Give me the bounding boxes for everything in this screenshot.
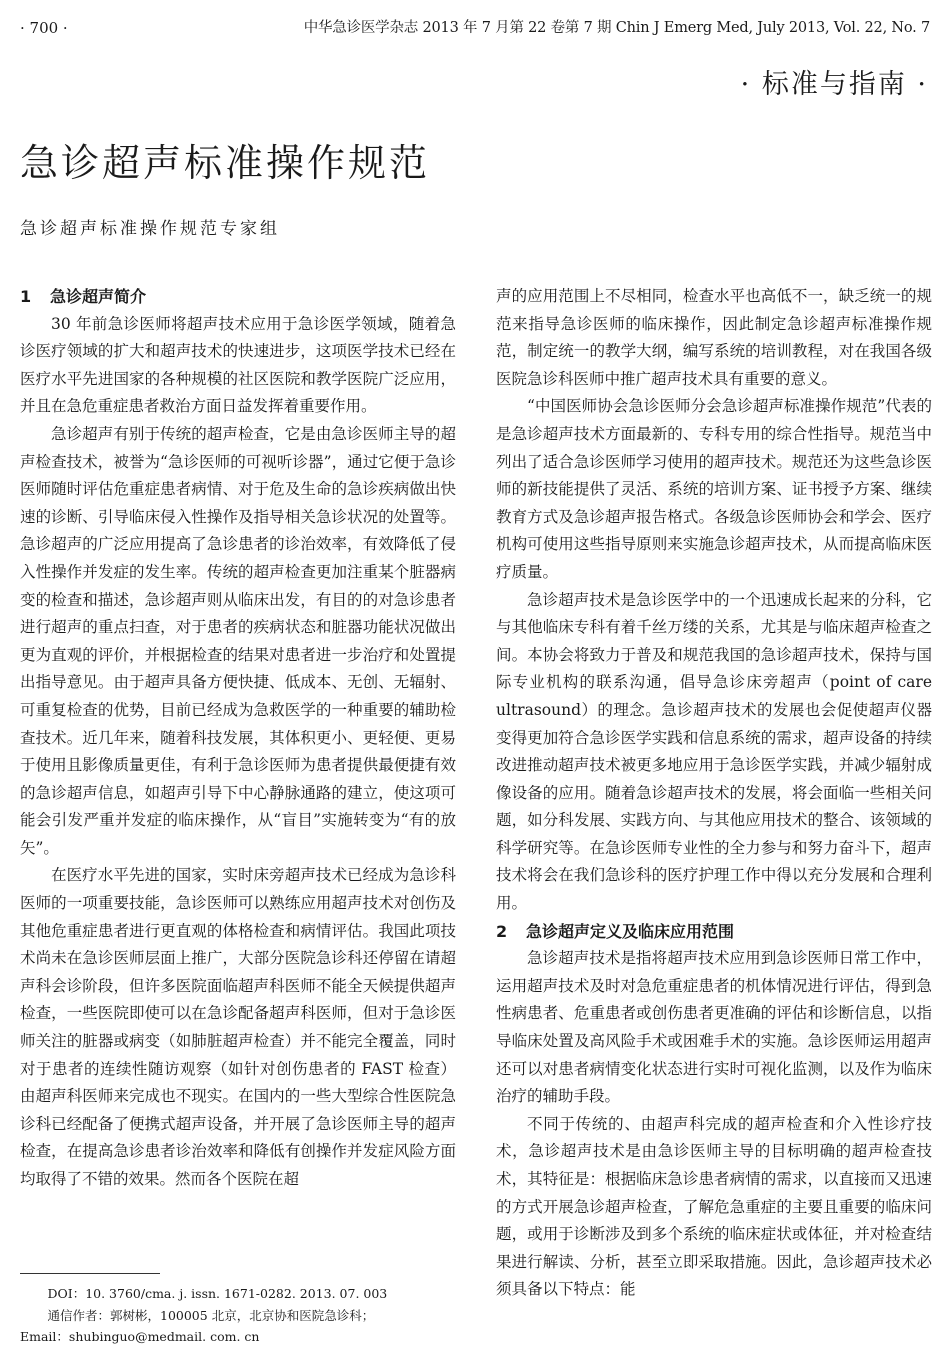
section-2-paragraph: 不同于传统的、由超声科完成的超声检查和介入性诊疗技术，急诊超声技术是由急诊医师主导的目标明确的超声检查技术，其特征是：根据临床急诊患者病情的需求，以直接而又迅速的方式开展急诊超声检查，了解危急重症的主要且重要的临床问题，或用于诊断涉及到多个系统的临床症状或体征，并对检查结果进行解读、分析，甚至立即采取措施。因此，急诊超声技术必须具备以下特点：能 [496,1114,932,1299]
section-2-number: 2 [496,921,508,941]
journal-citation: 中华急诊医学杂志 2013 年 7 月第 22 卷第 7 期 Chin J Emerg Med, July 2013, Vol. 22, No. 7 [303,20,930,36]
column-label: · 标准与指南 · [740,69,928,100]
right-column [496,283,932,1304]
article-title: 急诊超声标准操作规范 [20,141,431,185]
section-2-heading [496,918,932,946]
section-1-paragraph-continued: 声的应用范围上不尽相同，检查水平也高低不一，缺乏统一的规范来指导急诊医师的临床操作，因此制定急诊超声标准操作规范，制定统一的教学大纲，编写系统的培训教程，对在我国各级医院急诊科医师中推广超声技术具有重要的意义。 [496,287,932,388]
section-1-paragraph: 急诊超声技术是急诊医学中的一个迅速成长起来的分科，它与其他临床专科有着千丝万缕的关系，尤其是与临床超声检查之间。本协会将致力于普及和规范我国的急诊超声技术，保持与国际专业机构的联系沟通，倡导急诊床旁超声（point of care ultrasound）的理念。急诊超声技术的发展也会促使超声仪器变得更加符合急诊医学实践和信息系统的需求，超声设备的持续改进推动超声技术被更多地应用于急诊医学实践，并减少辐射成像设备的应用。随着急诊超声技术的发展，将会面临一些相关问题，如分科发展、实践方向、与其他应用技术的整合、该领域的科学研究等。在急诊医师专业性的全力参与和努力奋斗下，超声技术将会在我们急诊科的医疗护理工作中得以充分发展和合理利用。 [496,590,932,913]
section-1-title: 急诊超声简介 [50,287,147,306]
running-head [20,18,930,38]
section-2-paragraph: 急诊超声技术是指将超声技术应用到急诊医师日常工作中，运用超声技术及时对急危重症患者的机体情况进行评估，得到急性病患者、危重患者或创伤患者更准确的评估和诊断信息，以指导临床处置及高风险手术或困难手术的实施。急诊医师运用超声还可以对患者病情变化状态进行实时可视化监测，以及作为临床治疗的辅助手段。 [496,949,932,1106]
section-1-paragraph: 30 年前急诊医师将超声技术应用于急诊医学领域，随着急诊医疗领域的扩大和超声技术的快速进步，这项医学技术已经在医疗水平先进国家的各种规模的社区医院和教学医院广泛应用，并且在急危重症患者救治方面日益发挥着重要作用。 [20,314,456,416]
footnote-email: Email：shubinguo@medmail. com. cn [20,1329,260,1344]
section-1-number: 1 [20,287,32,306]
section-2-title: 急诊超声定义及临床应用范围 [526,921,735,941]
section-1-paragraph: 急诊超声有别于传统的超声检查，它是由急诊医师主导的超声检查技术，被誉为“急诊医师的可视听诊器”，通过它便于急诊医师随时评估危重症患者病情、对于危及生命的急诊疾病做出快速的诊断、引导临床侵入性操作及指导相关急诊状况的处置等。急诊超声的广泛应用提高了急诊患者的诊治效率，有效降低了侵入性操作并发症的发生率。传统的超声检查更加注重某个脏器病变的检查和描述，急诊超声则从临床出发，有目的的对急诊患者进行超声的重点扫查，对于患者的疾病状态和脏器功能状况做出更为直观的评价，并根据检查的结果对患者进一步治疗和处置提出指导意见。由于超声具备方便快捷、低成本、无创、无辐射、可重复检查的优势，目前已经成为急救医学的一种重要的辅助检查技术。近几年来，随着科技发展，其体积更小、更轻便、更易于使用且影像质量更佳，有利于急诊医师为患者提供最便捷有效的急诊超声信息，如超声引导下中心静脉通路的建立，使这项可能会引发严重并发症的临床操作，从“盲目”实施转变为“有的放矢”。 [20,424,456,857]
section-1-heading [20,283,456,311]
article-authors: 急诊超声标准操作规范专家组 [20,219,280,239]
footnote-divider [20,1273,160,1274]
section-1-paragraph: 在医疗水平先进的国家，实时床旁超声技术已经成为急诊科医师的一项重要技能，急诊医师可以熟练应用超声技术对创伤及其他危重症患者进行更直观的体格检查和病情评估。我国此项技术尚未在急诊医师层面上推广，大部分医院急诊科还停留在请超声科会诊阶段，但许多医院面临超声科医师不能全天候提供超声检查，一些医院即使可以在急诊配备超声科医师，但对于急诊医师关注的脏器或病变（如肺脏超声检查）并不能完全覆盖，同时对于患者的连续性随访观察（如针对创伤患者的 FAST 检查）由超声科医师来完成也不现实。在国内的一些大型综合性医院急诊科已经配备了便携式超声设备，并开展了急诊医师主导的超声检查，在提高急诊患者诊治效率和降低有创操作并发症风险方面均取得了不错的效果。然而各个医院在超 [20,866,456,1188]
left-column [20,283,456,1194]
page-number: · 700 · [20,19,68,37]
footnote-correspondence: 通信作者：郭树彬，100005 北京，北京协和医院急诊科； [47,1308,375,1323]
footnote-doi: DOI：10. 3760/cma. j. issn. 1671-0282. 2013. 07. 003 [47,1286,388,1301]
section-1-paragraph: “中国医师协会急诊医师分会急诊超声标准操作规范”代表的是急诊超声技术方面最新的、专科专用的综合性指导。规范当中列出了适合急诊医师学习使用的超声技术。规范还为这些急诊医师的新技能提供了灵活、系统的培训方案、证书授予方案、继续教育方式及急诊超声报告格式。各级急诊医师协会和学会、医疗机构可使用这些指导原则来实施急诊超声技术，从而提高临床医疗质量。 [496,397,932,581]
